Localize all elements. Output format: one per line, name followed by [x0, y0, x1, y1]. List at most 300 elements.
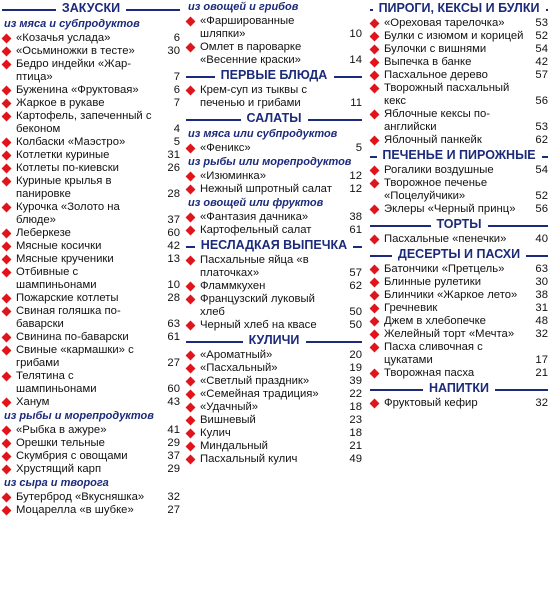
red-diamond-bullet-icon [2, 398, 12, 408]
entry-title: Котлетки куриные [16, 149, 110, 161]
red-diamond-bullet-icon [186, 172, 196, 182]
red-diamond-bullet-icon [2, 346, 12, 356]
red-diamond-bullet-icon [370, 136, 380, 146]
red-diamond-bullet-icon [370, 399, 380, 409]
index-entry [370, 203, 548, 216]
subsection-heading: из мяса или субпродуктов [188, 128, 338, 140]
index-entry [370, 82, 548, 108]
entry-title: Булки с изюмом и корицей [384, 30, 524, 42]
entry-page-number: 28 [167, 188, 180, 200]
index-entry [2, 227, 180, 240]
entry-page-number: 27 [167, 357, 180, 369]
entry-page-number: 7 [173, 71, 180, 83]
entry-page-number: 32 [167, 491, 180, 503]
red-diamond-bullet-icon [2, 203, 12, 213]
heading-rule-right [495, 389, 548, 391]
entry-title: Картофельный салат [200, 224, 312, 236]
entry-page-number: 57 [535, 69, 548, 81]
entry-title: Яблочный панкейк [384, 134, 482, 146]
entry-title: Фламмкухен [200, 280, 266, 292]
entry-page-number: 42 [167, 240, 180, 252]
red-diamond-bullet-icon [186, 429, 196, 439]
red-diamond-bullet-icon [2, 151, 12, 161]
red-diamond-bullet-icon [370, 19, 380, 29]
red-diamond-bullet-icon [186, 17, 196, 27]
entry-page-number: 62 [535, 134, 548, 146]
entry-page-number: 29 [167, 463, 180, 475]
red-diamond-bullet-icon [2, 493, 12, 503]
section-heading-text: НАПИТКИ [425, 381, 493, 395]
index-entry [2, 344, 180, 370]
red-diamond-bullet-icon [2, 255, 12, 265]
index-entry [370, 43, 548, 56]
subsection-heading: из овощей или фруктов [188, 197, 324, 209]
entry-title: Курочка «Золото на блюде» [16, 201, 120, 226]
index-entry [2, 45, 180, 58]
entry-page-number: 28 [167, 292, 180, 304]
entry-page-number: 7 [173, 97, 180, 109]
entry-page-number: 29 [167, 437, 180, 449]
red-diamond-bullet-icon [2, 506, 12, 516]
entry-title: Нежный шпротный салат [200, 183, 332, 195]
heading-rule-left [2, 9, 56, 11]
entry-title: Моцарелла «в шубке» [16, 504, 134, 516]
red-diamond-bullet-icon [2, 242, 12, 252]
entry-title: «Семейная традиция» [200, 388, 319, 400]
section-heading-text: ТОРТЫ [432, 217, 485, 231]
index-entry [370, 56, 548, 69]
entry-title: «Ароматный» [200, 349, 273, 361]
index-entry [186, 362, 362, 375]
red-diamond-bullet-icon [186, 86, 196, 96]
index-entry [370, 177, 548, 203]
section-heading-text: ПЕРВЫЕ БЛЮДА [217, 68, 332, 82]
heading-rule-left [370, 255, 392, 257]
entry-title: Творожное печенье «Поцелуйчики» [384, 177, 488, 202]
entry-page-number: 6 [173, 32, 180, 44]
red-diamond-bullet-icon [370, 317, 380, 327]
entry-page-number: 12 [349, 170, 362, 182]
index-column-1 [2, 0, 180, 517]
entry-title: Пасхальные «пенечки» [384, 233, 507, 245]
index-entry [370, 397, 548, 410]
index-entry [2, 175, 180, 201]
entry-page-number: 26 [167, 162, 180, 174]
red-diamond-bullet-icon [370, 330, 380, 340]
entry-page-number: 48 [535, 315, 548, 327]
index-entry [370, 164, 548, 177]
entry-page-number: 5 [355, 142, 362, 154]
entry-page-number: 10 [167, 279, 180, 291]
index-entry [370, 233, 548, 246]
entry-title: «Осьминожки в тесте» [16, 45, 135, 57]
red-diamond-bullet-icon [370, 235, 380, 245]
red-diamond-bullet-icon [2, 34, 12, 44]
entry-page-number: 54 [535, 43, 548, 55]
red-diamond-bullet-icon [2, 112, 12, 122]
entry-title: Куриные крылья в панировке [16, 175, 112, 200]
index-entry [370, 17, 548, 30]
heading-rule-left [186, 119, 241, 121]
entry-page-number: 52 [535, 190, 548, 202]
entry-title: Рогалики воздушные [384, 164, 494, 176]
entry-page-number: 61 [349, 224, 362, 236]
red-diamond-bullet-icon [370, 110, 380, 120]
red-diamond-bullet-icon [2, 294, 12, 304]
index-entry [186, 414, 362, 427]
index-column-3 [370, 0, 548, 410]
entry-title: Ханум [16, 396, 50, 408]
entry-page-number: 19 [349, 362, 362, 374]
entry-page-number: 4 [173, 123, 180, 135]
entry-page-number: 60 [167, 383, 180, 395]
heading-rule-right [308, 119, 363, 121]
red-diamond-bullet-icon [2, 229, 12, 239]
entry-title: Мясные косички [16, 240, 102, 252]
entry-page-number: 10 [349, 28, 362, 40]
section-heading-text: САЛАТЫ [243, 111, 306, 125]
red-diamond-bullet-icon [2, 307, 12, 317]
red-diamond-bullet-icon [2, 47, 12, 57]
entry-title: Фруктовый кефир [384, 397, 478, 409]
entry-title: Свиные «кармашки» с грибами [16, 344, 134, 369]
entry-title: «Фантазия дачника» [200, 211, 309, 223]
index-entry [370, 69, 548, 82]
entry-title: Черный хлеб на квасе [200, 319, 317, 331]
entry-page-number: 30 [535, 276, 548, 288]
index-entry [2, 491, 180, 504]
red-diamond-bullet-icon [370, 369, 380, 379]
entry-title: Котлеты по-киевски [16, 162, 119, 174]
red-diamond-bullet-icon [370, 166, 380, 176]
red-diamond-bullet-icon [2, 164, 12, 174]
heading-rule-right [126, 9, 180, 11]
entry-title: Омлет в пароварке «Весенние краски» [200, 41, 302, 66]
section-heading [186, 332, 362, 349]
index-entry [2, 97, 180, 110]
entry-page-number: 17 [535, 354, 548, 366]
heading-rule-left [186, 76, 215, 78]
index-entry [186, 440, 362, 453]
entry-title: «Феникс» [200, 142, 251, 154]
entry-page-number: 23 [349, 414, 362, 426]
entry-title: Выпечка в банке [384, 56, 472, 68]
index-entry [370, 134, 548, 147]
entry-page-number: 20 [349, 349, 362, 361]
index-entry [186, 427, 362, 440]
red-diamond-bullet-icon [2, 372, 12, 382]
entry-title: Хрустящий карп [16, 463, 102, 475]
index-entry [186, 142, 362, 155]
index-entry [2, 266, 180, 292]
index-entry [370, 108, 548, 134]
entry-title: Блинчики «Жаркое лето» [384, 289, 518, 301]
heading-rule-left [370, 9, 373, 11]
entry-page-number: 32 [535, 328, 548, 340]
section-heading [370, 0, 548, 17]
red-diamond-bullet-icon [370, 58, 380, 68]
index-entry [186, 183, 362, 196]
index-entry [186, 15, 362, 41]
entry-title: Вишневый [200, 414, 256, 426]
heading-rule-left [370, 389, 423, 391]
entry-title: Леберкезе [16, 227, 71, 239]
entry-page-number: 37 [167, 214, 180, 226]
entry-title: Булочки с вишнями [384, 43, 487, 55]
red-diamond-bullet-icon [186, 364, 196, 374]
index-entry [2, 84, 180, 97]
index-column-2 [186, 0, 362, 466]
entry-title: Свиная голяшка по-баварски [16, 305, 121, 330]
entry-page-number: 39 [349, 375, 362, 387]
index-entry [370, 289, 548, 302]
entry-page-number: 56 [535, 203, 548, 215]
entry-page-number: 31 [167, 149, 180, 161]
entry-title: Батончики «Претцель» [384, 263, 505, 275]
red-diamond-bullet-icon [370, 84, 380, 94]
index-entry [186, 375, 362, 388]
red-diamond-bullet-icon [370, 304, 380, 314]
red-diamond-bullet-icon [186, 455, 196, 465]
heading-rule-right [488, 225, 549, 227]
red-diamond-bullet-icon [186, 390, 196, 400]
index-entry [186, 319, 362, 332]
red-diamond-bullet-icon [2, 138, 12, 148]
red-diamond-bullet-icon [2, 426, 12, 436]
red-diamond-bullet-icon [370, 71, 380, 81]
index-entry [370, 276, 548, 289]
index-entry [186, 280, 362, 293]
entry-page-number: 21 [349, 440, 362, 452]
entry-title: Буженина «Фруктовая» [16, 84, 139, 96]
index-entry [2, 370, 180, 396]
heading-rule-right [546, 9, 549, 11]
red-diamond-bullet-icon [2, 333, 12, 343]
subsection-heading: из мяса и субпродуктов [4, 18, 140, 30]
red-diamond-bullet-icon [2, 177, 12, 187]
entry-page-number: 14 [349, 54, 362, 66]
entry-title: Бутерброд «Вкусняшка» [16, 491, 145, 503]
red-diamond-bullet-icon [186, 226, 196, 236]
section-heading [186, 110, 362, 127]
entry-page-number: 53 [535, 17, 548, 29]
index-entry [186, 293, 362, 319]
red-diamond-bullet-icon [370, 179, 380, 189]
index-entry [2, 32, 180, 45]
entry-title: «Удачный» [200, 401, 259, 413]
section-heading-text: ПЕЧЕНЬЕ И ПИРОЖНЫЕ [378, 149, 539, 162]
entry-page-number: 43 [167, 396, 180, 408]
entry-page-number: 49 [349, 453, 362, 465]
index-entry [370, 341, 548, 367]
heading-rule-left [370, 225, 431, 227]
index-entry [2, 136, 180, 149]
heading-rule-left [370, 156, 377, 158]
index-entry [370, 30, 548, 43]
entry-page-number: 61 [167, 331, 180, 343]
entry-page-number: 56 [535, 95, 548, 107]
index-entry [186, 224, 362, 237]
entry-title: «Изюминка» [200, 170, 266, 182]
index-entry [2, 292, 180, 305]
entry-title: Телятина с шампиньонами [16, 370, 97, 395]
entry-title: Пасхальные яйца «в платочках» [200, 254, 309, 279]
red-diamond-bullet-icon [2, 268, 12, 278]
entry-page-number: 11 [350, 97, 362, 109]
entry-title: Пасха сливочная с цукатами [384, 341, 483, 366]
entry-page-number: 40 [535, 233, 548, 245]
entry-page-number: 38 [535, 289, 548, 301]
red-diamond-bullet-icon [370, 205, 380, 215]
index-entry [370, 263, 548, 276]
entry-title: Кулич [200, 427, 231, 439]
entry-page-number: 50 [349, 306, 362, 318]
red-diamond-bullet-icon [2, 86, 12, 96]
entry-page-number: 30 [167, 45, 180, 57]
entry-page-number: 63 [167, 318, 180, 330]
entry-page-number: 41 [167, 424, 180, 436]
entry-page-number: 12 [349, 183, 362, 195]
index-entry [2, 240, 180, 253]
entry-page-number: 31 [535, 302, 548, 314]
section-heading [370, 147, 548, 164]
red-diamond-bullet-icon [186, 256, 196, 266]
index-entry [186, 453, 362, 466]
subsection-heading: из сыра и творога [4, 477, 109, 489]
index-entry [2, 396, 180, 409]
heading-rule-right [334, 76, 363, 78]
red-diamond-bullet-icon [2, 60, 12, 70]
entry-page-number: 37 [167, 450, 180, 462]
subsection-heading: из рыбы или морепродуктов [188, 156, 352, 168]
red-diamond-bullet-icon [186, 295, 196, 305]
entry-page-number: 62 [349, 280, 362, 292]
entry-page-number: 42 [535, 56, 548, 68]
section-heading [370, 246, 548, 263]
red-diamond-bullet-icon [370, 343, 380, 353]
red-diamond-bullet-icon [2, 465, 12, 475]
entry-title: Бедро индейки «Жар-птица» [16, 58, 132, 83]
red-diamond-bullet-icon [186, 282, 196, 292]
section-heading [186, 67, 362, 84]
index-entry [370, 367, 548, 380]
entry-title: Пасхальное дерево [384, 69, 488, 81]
entry-page-number: 54 [535, 164, 548, 176]
red-diamond-bullet-icon [370, 265, 380, 275]
entry-page-number: 63 [535, 263, 548, 275]
entry-title: «Козачья услада» [16, 32, 111, 44]
index-entry [2, 504, 180, 517]
entry-title: Свинина по-баварски [16, 331, 129, 343]
index-entry [2, 450, 180, 463]
entry-title: Жаркое в рукаве [16, 97, 105, 109]
entry-title: Яблочные кексы по-английски [384, 108, 491, 133]
index-entry [2, 437, 180, 450]
entry-page-number: 27 [167, 504, 180, 516]
index-entry [186, 41, 362, 67]
entry-page-number: 38 [349, 211, 362, 223]
subsection-heading: из рыбы и морепродуктов [4, 410, 154, 422]
entry-page-number: 21 [535, 367, 548, 379]
entry-title: Колбаски «Маэстро» [16, 136, 126, 148]
subsection-heading: из овощей и грибов [188, 1, 299, 13]
heading-rule-right [306, 341, 363, 343]
index-entry [370, 328, 548, 341]
index-entry [370, 315, 548, 328]
section-heading-text: ДЕСЕРТЫ И ПАСХИ [394, 248, 524, 261]
red-diamond-bullet-icon [186, 321, 196, 331]
section-heading-text: ПИРОГИ, КЕКСЫ И БУЛКИ [375, 2, 544, 15]
red-diamond-bullet-icon [186, 416, 196, 426]
entry-title: «Фаршированные шляпки» [200, 15, 295, 40]
entry-title: «Ореховая тарелочка» [384, 17, 505, 29]
red-diamond-bullet-icon [186, 351, 196, 361]
index-entry [2, 58, 180, 84]
index-entry [186, 349, 362, 362]
section-heading [370, 216, 548, 233]
heading-rule-left [186, 341, 243, 343]
heading-rule-left [186, 246, 195, 248]
entry-page-number: 18 [349, 401, 362, 413]
red-diamond-bullet-icon [2, 452, 12, 462]
red-diamond-bullet-icon [370, 278, 380, 288]
heading-rule-right [353, 246, 362, 248]
index-entry [2, 201, 180, 227]
section-heading [370, 380, 548, 397]
index-entry [2, 149, 180, 162]
index-entry [186, 401, 362, 414]
entry-page-number: 50 [349, 319, 362, 331]
index-entry [2, 305, 180, 331]
entry-title: Картофель, запеченный с беконом [16, 110, 152, 135]
entry-title: Отбивные с шампиньонами [16, 266, 97, 291]
index-entry [186, 254, 362, 280]
entry-page-number: 18 [349, 427, 362, 439]
section-heading-text: ЗАКУСКИ [58, 1, 124, 15]
red-diamond-bullet-icon [186, 377, 196, 387]
red-diamond-bullet-icon [186, 144, 196, 154]
red-diamond-bullet-icon [370, 32, 380, 42]
entry-title: Творожная пасха [384, 367, 475, 379]
entry-title: Пожарские котлеты [16, 292, 119, 304]
red-diamond-bullet-icon [186, 213, 196, 223]
entry-title: Мясные крученики [16, 253, 114, 265]
red-diamond-bullet-icon [186, 43, 196, 53]
entry-title: Скумбрия с овощами [16, 450, 128, 462]
index-entry [2, 463, 180, 476]
red-diamond-bullet-icon [370, 45, 380, 55]
entry-page-number: 22 [349, 388, 362, 400]
entry-title: Миндальный [200, 440, 268, 452]
section-heading [186, 237, 362, 254]
red-diamond-bullet-icon [2, 99, 12, 109]
red-diamond-bullet-icon [186, 442, 196, 452]
entry-page-number: 13 [167, 253, 180, 265]
index-entry [186, 388, 362, 401]
entry-title: Пасхальный кулич [200, 453, 298, 465]
entry-page-number: 32 [535, 397, 548, 409]
entry-title: «Светлый праздник» [200, 375, 310, 387]
entry-title: Крем-суп из тыквы с печенью и грибами [200, 84, 308, 109]
red-diamond-bullet-icon [186, 185, 196, 195]
entry-page-number: 60 [167, 227, 180, 239]
index-entry [186, 84, 362, 110]
entry-title: «Пасхальный» [200, 362, 278, 374]
entry-title: Гречневик [384, 302, 438, 314]
index-entry [2, 162, 180, 175]
index-entry [2, 331, 180, 344]
section-heading-text: НЕСЛАДКАЯ ВЫПЕЧКА [197, 239, 351, 252]
